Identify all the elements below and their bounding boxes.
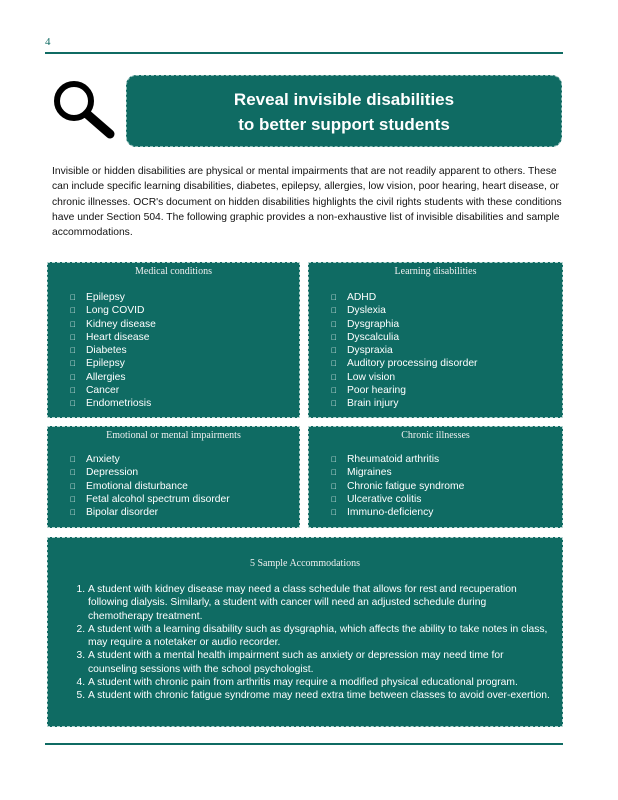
list-item	[48, 331, 299, 344]
list-item	[309, 318, 562, 331]
list-item	[48, 397, 299, 410]
list-item	[48, 466, 299, 479]
list-item	[48, 357, 299, 370]
list-item	[48, 304, 299, 317]
bullet-icon	[70, 304, 76, 317]
list-item	[48, 384, 299, 397]
list-item	[48, 291, 299, 304]
list-item-text: Poor hearing	[347, 385, 406, 397]
learning-disabilities-box	[308, 262, 563, 418]
accommodation-item: 3. A student with a mental health impairment such as anxiety or depression may need time for counseling sessions with the school psychologist.	[88, 649, 550, 676]
bullet-icon	[331, 331, 337, 344]
list-item	[48, 344, 299, 357]
learning-disabilities-title: Learning disabilities	[394, 266, 477, 277]
bullet-icon	[70, 371, 76, 384]
list-item-text: Emotional disturbance	[86, 480, 188, 492]
top-rule	[45, 52, 563, 54]
list-item	[48, 453, 299, 466]
list-item-text: Allergies	[86, 371, 126, 383]
list-item	[309, 493, 562, 506]
list-item	[309, 453, 562, 466]
bottom-rule	[45, 743, 563, 745]
bullet-icon	[331, 493, 337, 506]
list-item	[309, 466, 562, 479]
emotional-impairments-box	[47, 426, 300, 528]
list-item-text: Dyscalculia	[347, 331, 400, 343]
list-item-text: ADHD	[347, 292, 377, 303]
list-item	[309, 344, 562, 357]
bullet-icon	[331, 318, 337, 331]
bullet-icon	[331, 506, 337, 519]
list-item	[48, 480, 299, 493]
list-item	[48, 371, 299, 384]
list-item-text: Fetal alcohol spectrum disorder	[86, 493, 230, 505]
list-item	[309, 331, 562, 344]
bullet-icon	[331, 344, 337, 357]
list-item-text: Chronic fatigue syndrome	[347, 480, 465, 492]
accommodation-item: 5. A student with chronic fatigue syndrome may need extra time between classes to avoid over-exertion.	[88, 689, 550, 702]
list-item	[309, 357, 562, 370]
intro-paragraph: Invisible or hidden disabilities are physical or mental impairments that are not readily apparent to others. These can include specific learning disabilities, diabetes, epilepsy, allergies, low vision, poor hearing, heart disease, or chronic illnesses. OCR's document on hidden disabilities highlights the civil rights students with these conditions have under Section 504. The following graphic provides a non-exhaustive list of invisible disabilities and sample accommodations.	[52, 166, 562, 239]
chronic-illnesses-list	[309, 453, 562, 519]
chronic-illnesses-box	[308, 426, 563, 528]
accommodations-box	[47, 537, 563, 727]
medical-conditions-title: Medical conditions	[135, 266, 212, 277]
list-item-text: Kidney disease	[86, 318, 156, 330]
bullet-icon	[331, 371, 337, 384]
bullet-icon	[70, 357, 76, 370]
list-item-text: Bipolar disorder	[86, 507, 159, 519]
bullet-icon	[331, 397, 337, 410]
list-item	[309, 291, 562, 304]
list-item-text: Dyslexia	[347, 305, 386, 317]
banner-line-2: to better support students	[238, 115, 450, 134]
medical-conditions-box	[47, 262, 300, 418]
list-item-text: Immuno-deficiency	[347, 507, 434, 519]
bullet-icon	[70, 384, 76, 397]
banner-line-1: Reveal invisible disabilities	[233, 90, 455, 109]
bullet-icon	[331, 357, 337, 370]
bullet-icon	[331, 480, 337, 493]
accommodations-title: 5 Sample Accommodations	[250, 558, 360, 569]
emotional-impairments-title: Emotional or mental impairments	[106, 430, 241, 441]
medical-conditions-list	[48, 291, 299, 411]
list-item	[309, 384, 562, 397]
emotional-impairments-list	[48, 453, 299, 519]
list-item	[309, 506, 562, 519]
list-item-text: Ulcerative colitis	[347, 493, 422, 505]
accommodation-item: 2. A student with a learning disability such as dysgraphia, which affects the ability to take notes in class, may require a notetaker or audio recorder.	[88, 623, 550, 650]
list-item-text: Cancer	[86, 385, 120, 397]
list-item-text: Dysgraphia	[347, 318, 400, 330]
magnifying-glass-icon	[50, 78, 118, 140]
bullet-icon	[70, 480, 76, 493]
banner	[126, 75, 562, 147]
bullet-icon	[70, 331, 76, 344]
bullet-icon	[70, 397, 76, 410]
list-item	[309, 304, 562, 317]
list-item-text: Long COVID	[86, 305, 145, 317]
bullet-icon	[331, 384, 337, 397]
list-item	[48, 506, 299, 519]
list-item-text: Low vision	[347, 371, 396, 383]
bullet-icon	[331, 466, 337, 479]
list-item-text: Dyspraxia	[347, 345, 393, 357]
chronic-illnesses-title: Chronic illnesses	[401, 430, 470, 441]
bullet-icon	[70, 318, 76, 331]
bullet-icon	[70, 291, 76, 304]
list-item-text: Anxiety	[86, 454, 120, 465]
bullet-icon	[70, 453, 76, 466]
bullet-icon	[70, 344, 76, 357]
list-item-text: Endometriosis	[86, 398, 152, 410]
page-number: 4	[45, 36, 51, 48]
list-item-text: Epilepsy	[86, 292, 125, 303]
list-item-text: Depression	[86, 467, 139, 479]
list-item	[48, 318, 299, 331]
list-item	[309, 397, 562, 410]
list-item	[309, 371, 562, 384]
list-item-text: Brain injury	[347, 398, 399, 410]
list-item-text: Diabetes	[86, 345, 127, 357]
list-item-text: Rheumatoid arthritis	[347, 454, 440, 465]
list-item-text: Heart disease	[86, 331, 150, 343]
list-item-text: Auditory processing disorder	[347, 358, 478, 370]
bullet-icon	[70, 493, 76, 506]
accommodation-item: 1. A student with kidney disease may need a class schedule that allows for rest and recuperation following dialysis. Similarly, a student with cancer will need an adjusted schedule during chemotherapy treatment.	[88, 583, 550, 623]
bullet-icon	[331, 291, 337, 304]
list-item	[48, 493, 299, 506]
bullet-icon	[331, 453, 337, 466]
list-item-text: Epilepsy	[86, 358, 125, 370]
accommodation-item: 4. A student with chronic pain from arthritis may require a modified physical educational program.	[88, 676, 550, 689]
accommodations-list	[48, 583, 550, 703]
bullet-icon	[331, 304, 337, 317]
learning-disabilities-list	[309, 291, 562, 411]
bullet-icon	[70, 466, 76, 479]
list-item	[309, 480, 562, 493]
bullet-icon	[70, 506, 76, 519]
list-item-text: Migraines	[347, 467, 392, 479]
